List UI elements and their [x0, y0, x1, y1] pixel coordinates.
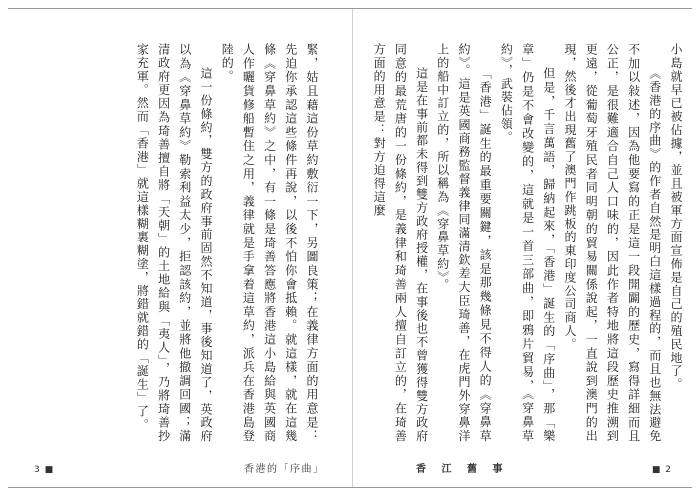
left-page [8, 9, 352, 489]
paragraph: 「香港」誕生的最重要關鍵，該是那幾條見不得人的《穿鼻草約》。這是英國商務監督義律同滿清欽差大臣琦善，在虎門外穿鼻洋上的船中訂立的，所以稱為《穿鼻草約》。 [435, 43, 493, 443]
page-number: ■ 2 [651, 465, 672, 475]
right-page-body [372, 43, 686, 443]
paragraph: 這是在事前都未得到雙方政府授權，在事後也不曾獲得雙方政府同意的最荒唐的一份條約，是義律和琦善兩人擅自訂立的，在琦善方面的用意是：對方迫得這麼 [372, 43, 429, 443]
running-head: 香 江 舊 事 [416, 464, 509, 475]
paragraph: 這一份條約，雙方的政府事前固然不知道，事後知道了，英政府以為《穿鼻草約》勒索利益太少，拒認該約，並將他撤調回國；滿清政府更因為琦善擅自將「天朝」的土地給與「夷人」，乃將琦善抄家充軍。然而「香港」就這樣糊裏糊塗，將錯就錯的「誕生」了。 [135, 43, 213, 443]
paragraph: 緊，姑且藉這份草約敷衍一下，另圖良策；在義律方面的用意是：先迫你承認這些條件再說，以後不怕你會抵賴。就這樣，就在這幾條《穿鼻草約》之中，有一條是琦善答應將香港這小島給與英國商人作曬貨修船暫住之用，義律就是手拿着這草約，派兵在香港島登陸的。 [220, 43, 319, 443]
right-page [352, 9, 692, 489]
paragraph: 但是，千言萬語，歸納起來，「香港」誕生的「序曲」，那「樂章」仍是不會改變的，這就是一首三部曲，即鴉片貿易，《穿鼻草約》，武裝佔領。 [499, 43, 556, 443]
running-head: 香港的「序曲」 [244, 464, 325, 475]
book-spread [8, 8, 692, 488]
paragraph: 小島就早已被佔據，並且被軍方面宣佈是自己的殖民地了。 [669, 43, 683, 392]
left-page-body [126, 43, 322, 443]
page-number: 3 ■ [34, 465, 55, 475]
paragraph: 《香港的序曲》的作者自然是明白這樣過程的，而且也無法避免不加以敍述，因為他要寫的正是這一段開闢的歷史，寫得詳細而且公正，是很難適合自己人口味的，因此作者特地將這段歷史推溯到更遠，從葡萄牙殖民者同明朝的貿易關係說起，一直說到澳門的出現，然後才出現舊了澳門作跳板的東印度公司商人。 [562, 43, 662, 443]
